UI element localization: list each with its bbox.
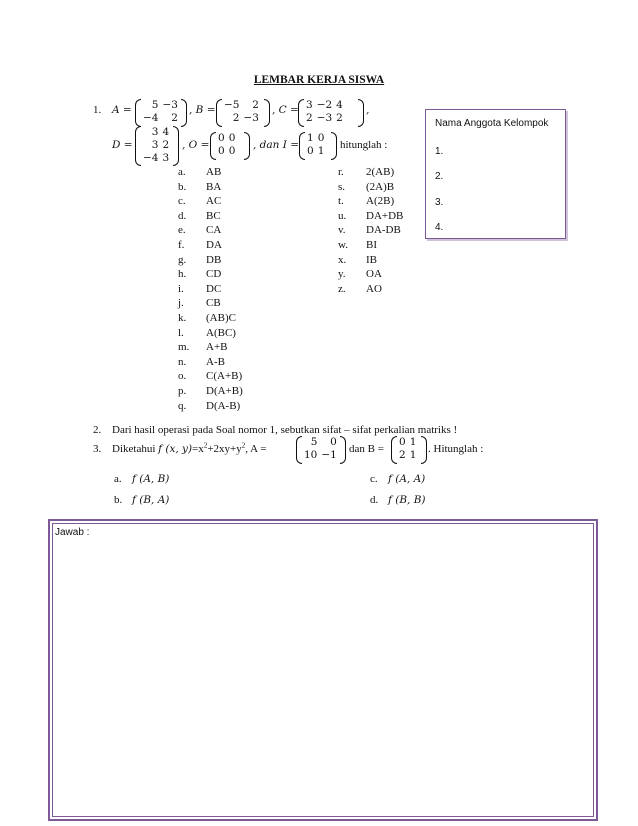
q1-instruction: hitunglah : [340,139,388,151]
list-item [178,165,243,180]
list-item [178,282,243,297]
list-item-text: DA [206,238,222,251]
part-b-expr: f (B, A) [132,494,170,506]
list-item [178,223,243,238]
matrix-cell: 4 [336,99,343,111]
list-item [338,209,403,224]
list-item-letter: t. [338,195,344,208]
label-matrix-d: D = [112,139,133,151]
item-list-right [338,165,403,296]
label-matrix-b: , B = [189,104,216,116]
list-item-text: A-B [206,355,225,368]
matrix-cell: 2 [162,139,170,151]
matrix-cell: 0 [228,132,236,144]
matrix-cell: 0 [330,436,337,448]
matrix-c [298,99,364,127]
member-slot-4: 4. [435,222,444,233]
matrix-cell: 1 [307,132,314,144]
list-item-letter: c. [178,195,186,208]
matrix-cell: 1 [409,436,417,448]
list-item-letter: w. [338,238,348,251]
list-item-letter: f. [178,238,185,251]
list-item [178,369,243,384]
list-item-letter: a. [178,166,186,178]
list-item-letter: b. [178,180,187,193]
matrix-cell: 3 [306,99,313,111]
label-matrix-o: , O = [182,139,210,151]
part-a-expr: f (A, B) [132,473,170,485]
matrix-cell: 2 [171,112,178,124]
label-and-b: dan B = [349,443,384,455]
list-item-letter: m. [178,341,190,354]
list-item-text: DC [206,282,222,295]
list-item-text: DA+DB [366,209,404,222]
part-d-expr: f (B, B) [388,494,426,506]
answer-box[interactable] [48,519,598,821]
list-item [178,209,243,224]
matrix-cell: 10 [304,449,318,461]
matrix-cell: −3 [316,112,333,124]
list-item-letter: i. [178,282,184,295]
question-number: 3. [93,443,102,455]
matrix-cell: 0 [307,145,314,157]
matrix-cell: 5 [310,436,318,448]
question-number: 2. [93,424,102,436]
list-item-text: DB [206,253,222,266]
list-item-text: BA [206,180,222,193]
list-item [178,194,243,209]
list-item-letter: d. [178,209,187,222]
list-item-letter: j. [178,297,184,310]
list-item-letter: g. [178,253,187,266]
list-item-letter: z. [338,282,346,295]
matrix-cell: −4 [143,112,159,124]
list-item [178,399,243,414]
list-item-text: OA [366,268,382,281]
list-item-text: C(A+B) [206,370,243,383]
list-item [178,238,243,253]
list-item [338,194,403,209]
list-item-letter: p. [178,384,187,397]
list-item-text: CA [206,224,222,237]
matrix-d [135,126,179,166]
list-item-text: IB [366,253,377,266]
list-item-letter: e. [178,224,186,237]
list-item [338,253,403,268]
list-item-text: CB [206,297,221,310]
list-item-letter: x. [338,253,347,266]
list-item-letter: l. [178,326,184,339]
matrix-cell: 2 [252,99,259,111]
list-item-text: (2A)B [366,180,395,193]
matrix-o [210,132,250,160]
list-item-letter: n. [178,355,187,368]
matrix-cell: −3 [243,112,259,124]
list-item-letter: k. [178,311,187,324]
list-item-letter: h. [178,268,187,281]
list-item [178,311,243,326]
list-item [338,282,403,297]
answer-box-inner-border [52,523,594,817]
list-item-text: AB [206,166,222,178]
list-item-text: D(A+B) [206,384,243,397]
matrix-i [299,132,337,160]
question-2-text: Dari hasil operasi pada Soal nomor 1, sebutkan sifat – sifat perkalian matriks ! [112,424,458,436]
list-item-text: AO [366,282,382,295]
matrix-cell: 0 [218,132,225,144]
matrix-cell: 4 [162,126,170,138]
label-matrix-a: A = [112,104,132,116]
matrix-b [216,99,270,127]
matrix-cell: 1 [409,449,417,461]
page-title: LEMBAR KERJA SISWA [253,74,385,86]
list-item-letter: y. [338,268,346,281]
matrix-cell: 5 [151,99,159,111]
list-item-letter: r. [338,166,344,178]
matrix-cell: −2 [316,99,333,111]
answer-label: Jawab : [55,527,90,538]
matrix-cell: 0 [218,145,225,157]
list-item-text: D(A-B) [206,399,241,412]
matrix-cell: 3 [162,152,170,164]
member-slot-2: 2. [435,171,444,182]
list-item-text: BI [366,238,377,251]
matrix-cell: −3 [162,99,178,111]
group-box-title: Nama Anggota Kelompok [435,118,549,129]
q3-instruction: . Hitunglah : [428,443,484,455]
part-d-letter: d. [370,494,379,506]
list-item [178,384,243,399]
matrix-cell: −5 [224,99,240,111]
matrix-cell: 0 [399,436,406,448]
list-item-text: A(BC) [206,326,236,339]
list-item-text: A+B [206,341,228,354]
matrix-cell: 3 [151,139,159,151]
list-item [178,253,243,268]
list-item [178,296,243,311]
list-item [178,180,243,195]
list-item-text: A(2B) [366,195,395,208]
label-matrix-i: , dan I = [253,139,300,151]
list-item-text: (AB)C [206,311,236,324]
question-3-function: Diketahui f (x, $y)=x^2+2xy+y^2$, A = [112,441,267,455]
list-item [178,326,243,341]
question-number: 1. [93,104,102,116]
list-item [338,223,403,238]
matrix-cell: 2 [336,112,343,124]
matrix-cell: 0 [317,132,325,144]
list-item-letter: o. [178,370,187,383]
matrix-a [135,99,187,127]
matrix-cell: −1 [321,449,337,461]
list-item [338,165,403,180]
part-b-letter: b. [114,494,123,506]
item-list-left [178,165,243,413]
list-item [338,238,403,253]
list-item [178,355,243,370]
matrix-cell: 0 [228,145,236,157]
matrix-cell: 1 [317,145,325,157]
matrix-cell: 2 [232,112,240,124]
label-matrix-c: , C = [272,104,299,116]
matrix-cell: 2 [399,449,406,461]
list-item-text: 2(AB) [366,166,395,178]
list-item [178,267,243,282]
part-c-expr: f (A, A) [388,473,426,485]
part-a-letter: a. [114,473,122,485]
matrix-cell: 2 [306,112,313,124]
matrix-cell: −4 [143,152,159,164]
member-slot-1: 1. [435,146,444,157]
list-item-letter: u. [338,209,347,222]
list-item-letter: q. [178,399,187,412]
list-item [338,267,403,282]
list-item-text: CD [206,268,222,281]
list-item-letter: v. [338,224,346,237]
matrix-a-q3 [296,436,346,464]
list-item-letter: s. [338,180,346,193]
trailing-comma: , [366,104,370,116]
list-item-text: AC [206,195,222,208]
list-item-text: BC [206,209,221,222]
group-members-box [425,109,566,239]
list-item [338,180,403,195]
part-c-letter: c. [370,473,378,485]
list-item [178,340,243,355]
matrix-b-q3 [391,436,427,464]
list-item-text: DA-DB [366,224,401,237]
matrix-cell: 3 [151,126,159,138]
member-slot-3: 3. [435,197,444,208]
